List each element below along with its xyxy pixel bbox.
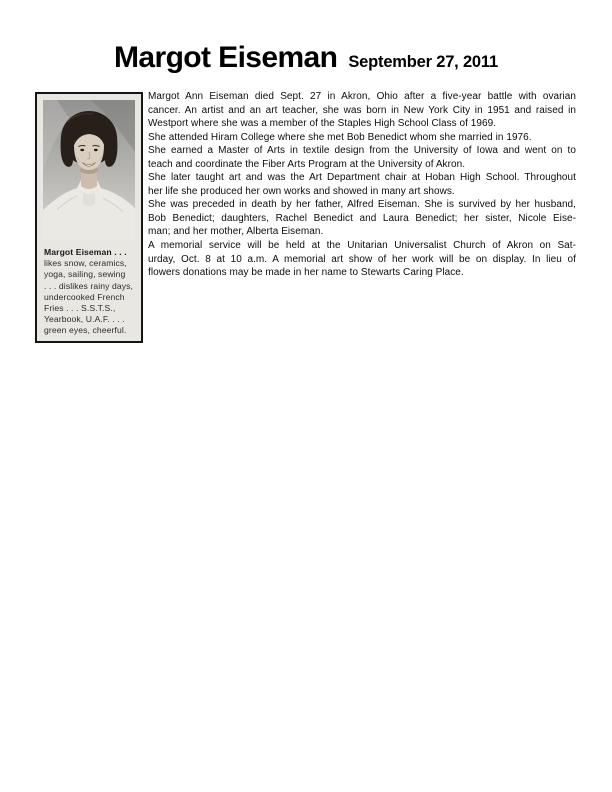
obituary-line: teach and coordinate the Fiber Arts Program at the University of Akron. bbox=[148, 158, 466, 170]
photo-caption-name: Margot Eiseman . . . bbox=[44, 247, 127, 257]
obituary-line: Bob Benedict; daughters, Rachel Benedict and Laura Benedict; her sister, Nicole Eise- bbox=[148, 212, 576, 224]
page-title-row bbox=[0, 40, 612, 81]
obituary-line: She later taught art and was the Art Department chair at Hoban High School. Throughout bbox=[148, 172, 576, 184]
obituary-line: Westport where she was a member of the Staples High School Class of 1969. bbox=[148, 118, 497, 130]
obituary-line: flowers donations may be made in her name to Stewarts Caring Place. bbox=[148, 267, 464, 279]
obituary-line: man; and her mother, Alberta Eiseman. bbox=[148, 226, 324, 238]
photo-caption-line: green eyes, cheerful. bbox=[44, 325, 127, 336]
photo-caption-line: likes snow, ceramics, bbox=[44, 258, 127, 269]
photo-caption-line: yoga, sailing, sewing bbox=[44, 269, 126, 280]
obituary-text bbox=[148, 90, 576, 280]
photo-caption-line: undercooked French bbox=[44, 291, 125, 302]
yearbook-clipping bbox=[35, 92, 143, 343]
photo-caption-line: Yearbook, U.A.F. . . . bbox=[44, 314, 125, 325]
photo-caption bbox=[44, 247, 139, 337]
photo-caption-lines bbox=[44, 258, 139, 336]
obituary-line: her life she produced her own works and showed in many art shows. bbox=[148, 185, 455, 197]
photo-caption-line: . . . dislikes rainy days, bbox=[44, 280, 134, 291]
obituary-line: She attended Hiram College where she met Bob Benedict whom she married in 1976. bbox=[148, 131, 532, 143]
obituary-line: cancer. An artist and an art teacher, she was born in New York City in 1951 and raised in bbox=[148, 104, 576, 116]
photo-caption-line: Fries . . . S.S.T.S., bbox=[44, 303, 116, 314]
portrait-photo bbox=[43, 100, 135, 241]
obituary-line: She earned a Master of Arts in textile design from the University of Iowa and went on to bbox=[148, 145, 576, 157]
obituary-line: Margot Ann Eiseman died Sept. 27 in Akron, Ohio after a five-year battle with ovarian bbox=[148, 91, 576, 102]
obituary-line: urday, Oct. 8 at 10 a.m. A memorial art show of her work will be on display. In lieu of bbox=[148, 253, 576, 265]
page-title: Margot Eiseman bbox=[114, 41, 338, 74]
portrait-photo-illustration bbox=[43, 100, 135, 241]
page-date: September 27, 2011 bbox=[348, 53, 498, 71]
obituary-line: She was preceded in death by her father, Alfred Eiseman. She is survived by her husband, bbox=[148, 199, 576, 211]
obituary-line: A memorial service will be held at the Unitarian Universalist Church of Akron on Sat- bbox=[148, 240, 576, 252]
